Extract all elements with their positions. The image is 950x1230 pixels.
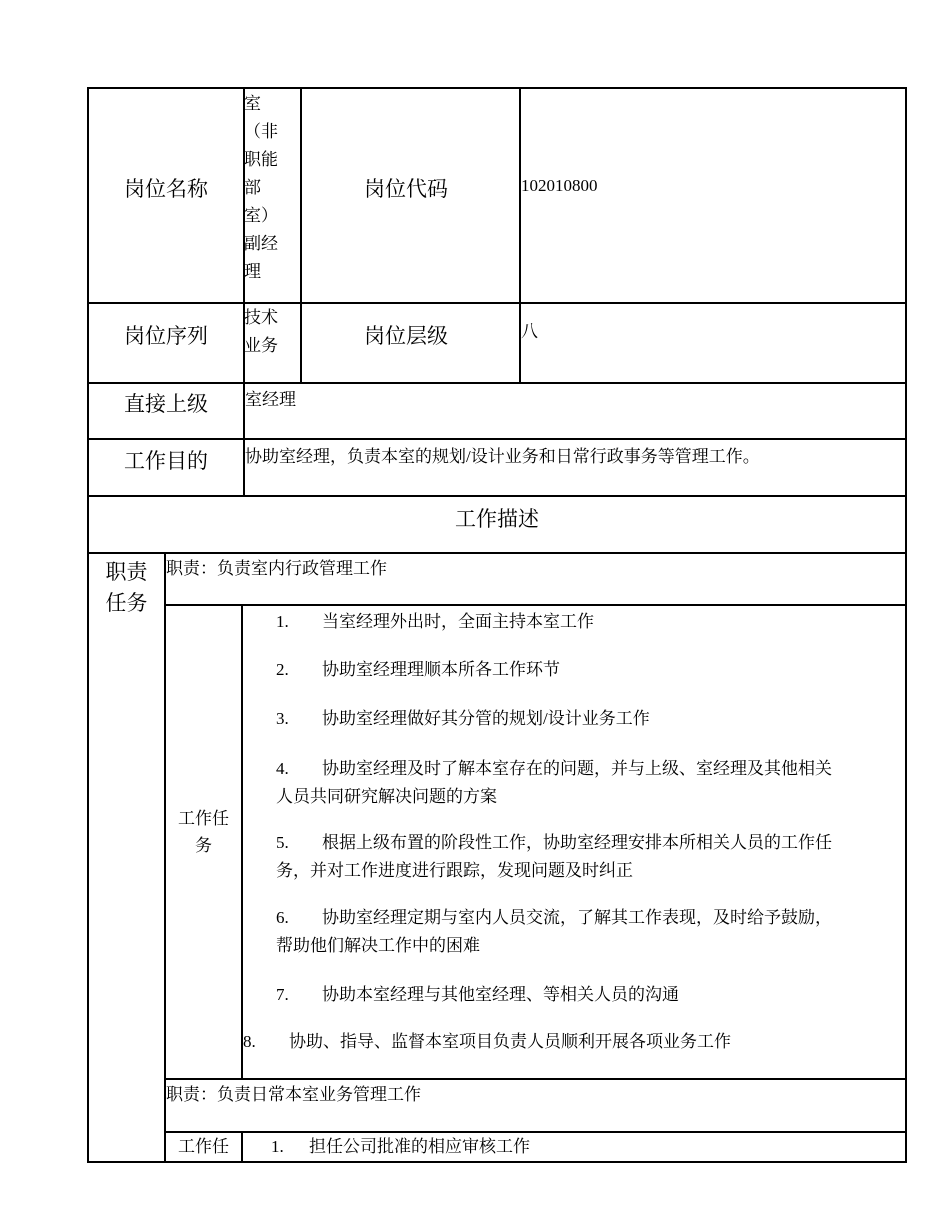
direct-superior-value: 室经理 [245, 390, 296, 409]
position-name-line: 部 [244, 178, 261, 197]
task-text: 帮助他们解决工作中的困难 [276, 936, 480, 955]
task-number: 7. [276, 985, 289, 1004]
task-text: 当室经理外出时，全面主持本室工作 [322, 612, 594, 631]
work-purpose-label: 工作目的 [124, 449, 208, 473]
work-description-title: 工作描述 [455, 507, 539, 531]
work-purpose-value: 协助室经理，负责本室的规划/设计业务和日常行政事务等管理工作。 [245, 447, 760, 466]
task-item [276, 608, 896, 636]
task-number: 2. [276, 660, 289, 679]
position-code-value: 102010800 [521, 176, 598, 195]
task-number: 6. [276, 908, 289, 927]
task-item [276, 705, 896, 733]
task-item [276, 904, 896, 960]
task-text: 协助本室经理与其他室经理、等相关人员的沟通 [322, 985, 679, 1004]
position-series-line: 业务 [244, 336, 278, 355]
task-item [276, 656, 896, 684]
row-divider [87, 382, 907, 384]
position-name-line: 室 [244, 94, 261, 113]
task-text: 人员共同研究解决问题的方案 [276, 787, 497, 806]
row-divider [87, 438, 907, 440]
task-text: 协助、指导、监督本室项目负责人员顺利开展各项业务工作 [289, 1032, 731, 1051]
task-item [243, 1028, 898, 1056]
task-number: 4. [276, 759, 289, 778]
position-series-label: 岗位序列 [124, 324, 208, 348]
tasks-label-line: 工作任 [178, 809, 229, 828]
col-divider [241, 1131, 243, 1162]
table-right-border [905, 87, 907, 1163]
table-bottom-border [87, 1161, 907, 1163]
task-text: 根据上级布置的阶段性工作，协助室经理安排本所相关人员的工作任 [322, 833, 832, 852]
table-left-border [87, 87, 89, 1163]
position-name-line: 副经 [244, 234, 278, 253]
task-text: 协助室经理定期与室内人员交流，了解其工作表现，及时给予鼓励， [322, 908, 832, 927]
task-item [276, 829, 896, 885]
tasks-label: 工作任 [178, 1137, 229, 1156]
task-item [271, 1133, 891, 1161]
position-name-value [244, 90, 300, 286]
position-name-line: 职能 [244, 150, 278, 169]
position-code-label: 岗位代码 [364, 177, 448, 201]
position-name-line: 室） [244, 206, 278, 225]
row-divider [87, 302, 907, 304]
col-divider [241, 604, 243, 1080]
row-divider [164, 1078, 907, 1080]
position-level-value: 八 [521, 322, 538, 341]
task-item [276, 981, 896, 1009]
task-item [276, 755, 896, 811]
task-text: 协助室经理及时了解本室存在的问题，并与上级、室经理及其他相关 [322, 759, 832, 778]
tasks-label-line: 务 [195, 836, 212, 855]
row-divider [87, 552, 907, 554]
duty-title: 职责：负责室内行政管理工作 [166, 559, 387, 578]
task-text: 担任公司批准的相应审核工作 [309, 1137, 530, 1156]
task-number: 8. [243, 1032, 256, 1051]
row-divider [164, 604, 907, 606]
task-text: 务，并对工作进度进行跟踪，发现问题及时纠正 [276, 861, 633, 880]
task-number: 1. [271, 1137, 284, 1156]
col-divider [300, 87, 302, 383]
position-series-line: 技术 [244, 308, 278, 327]
duties-label [89, 557, 164, 619]
position-series-value [244, 304, 300, 360]
duties-label-line: 职责 [105, 560, 148, 584]
position-name-line: 理 [244, 262, 261, 281]
task-number: 3. [276, 709, 289, 728]
direct-superior-label: 直接上级 [124, 392, 208, 416]
position-name-line: （非 [244, 122, 278, 141]
duty-title: 职责：负责日常本室业务管理工作 [166, 1085, 421, 1104]
row-divider [87, 495, 907, 497]
task-text: 协助室经理理顺本所各工作环节 [322, 660, 560, 679]
position-name-label: 岗位名称 [124, 177, 208, 201]
tasks-label [166, 805, 241, 859]
task-number: 1. [276, 612, 289, 631]
duties-label-line: 任务 [105, 591, 148, 615]
table-top-border [87, 87, 907, 89]
position-level-label: 岗位层级 [364, 324, 448, 348]
task-number: 5. [276, 833, 289, 852]
task-text: 协助室经理做好其分管的规划/设计业务工作 [322, 709, 650, 728]
